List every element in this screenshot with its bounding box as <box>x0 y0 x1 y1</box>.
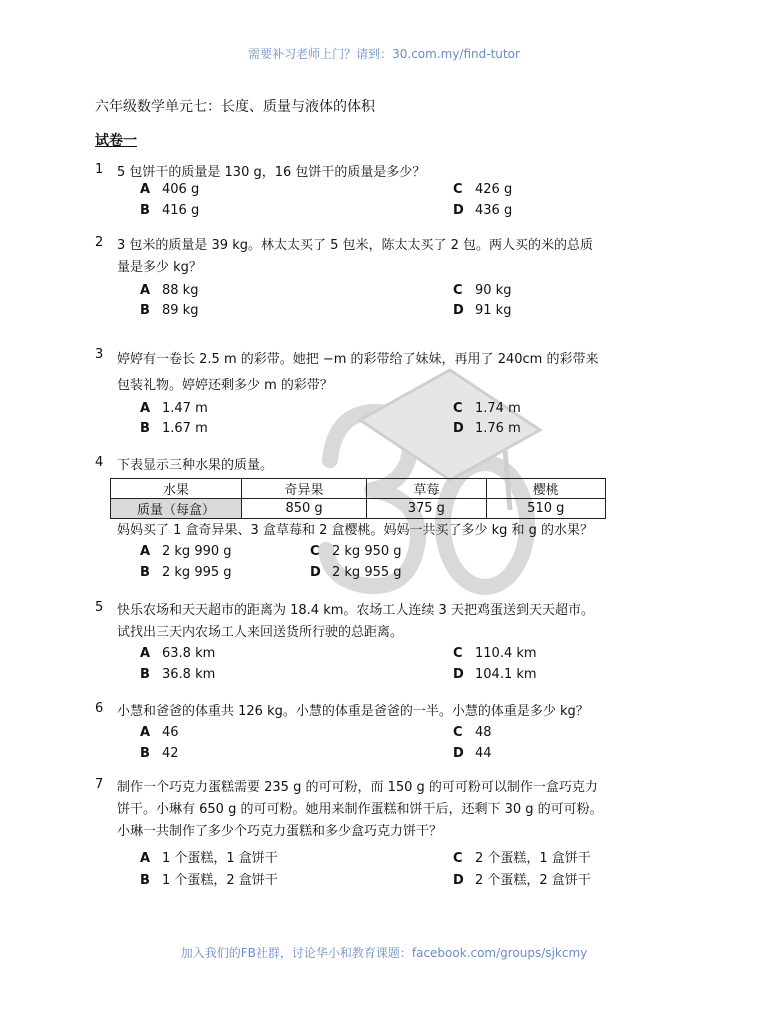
section-heading: 试卷一 <box>95 133 137 149</box>
option-b[interactable]: B 2 kg 995 g <box>140 565 232 580</box>
question-number: 7 <box>95 777 104 792</box>
fruit-mass-table <box>110 478 606 519</box>
question-text: 小琳一共制作了多少个巧克力蛋糕和多少盒巧克力饼干？ <box>117 824 443 839</box>
option-d[interactable]: D 436 g <box>453 203 513 218</box>
question-text: 下表显示三种水果的质量。 <box>117 458 274 473</box>
question-text: 小慧和爸爸的体重共 126 kg。小慧的体重是爸爸的一半。小慧的体重是多少 kg？ <box>117 704 589 719</box>
table-cell: 375 g <box>367 499 486 519</box>
table-cell: 水果 <box>111 479 242 499</box>
header-link-text[interactable]: 需要补习老师上门？请到：30.com.my/find-tutor <box>248 47 520 61</box>
option-b[interactable]: B 1 个蛋糕，2 盒饼干 <box>140 873 278 888</box>
table-cell: 质量（每盒） <box>111 499 242 519</box>
option-c[interactable]: C 1.74 m <box>453 401 521 416</box>
table-row <box>111 479 606 499</box>
option-a[interactable]: A 63.8 km <box>140 646 216 661</box>
option-b[interactable]: B 36.8 km <box>140 667 216 682</box>
question-number: 1 <box>95 162 104 177</box>
option-b[interactable]: B 42 <box>140 746 179 761</box>
option-d[interactable]: D 2 个蛋糕，2 盒饼干 <box>453 873 591 888</box>
table-cell: 510 g <box>486 499 605 519</box>
option-a[interactable]: A 2 kg 990 g <box>140 544 232 559</box>
question-text-after-table: 妈妈买了 1 盒奇异果、3 盒草莓和 2 盒樱桃。妈妈一共买了多少 kg 和 g 的水果？ <box>117 523 594 538</box>
table-cell: 草莓 <box>367 479 486 499</box>
table-cell: 奇异果 <box>242 479 367 499</box>
question-number: 6 <box>95 701 104 716</box>
option-b[interactable]: B 1.67 m <box>140 421 208 436</box>
option-c[interactable]: C 2 kg 950 g <box>310 544 402 559</box>
option-b[interactable]: B 89 kg <box>140 303 199 318</box>
option-c[interactable]: C 90 kg <box>453 283 512 298</box>
option-a[interactable]: A 1 个蛋糕，1 盒饼干 <box>140 851 278 866</box>
table-row <box>111 499 606 519</box>
option-d[interactable]: D 104.1 km <box>453 667 537 682</box>
option-d[interactable]: D 2 kg 955 g <box>310 565 402 580</box>
option-c[interactable]: C 2 个蛋糕，1 盒饼干 <box>453 851 591 866</box>
option-c[interactable]: C 48 <box>453 725 492 740</box>
option-d[interactable]: D 91 kg <box>453 303 512 318</box>
question-text: 包装礼物。婷婷还剩多少 m 的彩带？ <box>117 378 333 393</box>
question-text: 量是多少 kg？ <box>117 260 202 275</box>
option-a[interactable]: A 46 <box>140 725 179 740</box>
document-title: 六年级数学单元七：长度、质量与液体的体积 <box>95 99 375 115</box>
option-a[interactable]: A 406 g <box>140 182 200 197</box>
question-number: 4 <box>95 455 104 470</box>
question-text: 5 包饼干的质量是 130 g，16 包饼干的质量是多少？ <box>117 165 426 180</box>
option-a[interactable]: A 1.47 m <box>140 401 208 416</box>
option-c[interactable]: C 110.4 km <box>453 646 537 661</box>
question-text: 婷婷有一卷长 2.5 m 的彩带。她把 −m 的彩带给了妹妹，再用了 240cm 的彩带来 <box>117 352 599 367</box>
question-text: 制作一个巧克力蛋糕需要 235 g 的可可粉，而 150 g 的可可粉可以制作一盒巧克力 <box>117 780 598 795</box>
question-number: 3 <box>95 347 104 362</box>
question-text: 试找出三天内农场工人来回送货所行驶的总距离。 <box>117 625 404 640</box>
question-number: 5 <box>95 600 104 615</box>
option-a[interactable]: A 88 kg <box>140 283 199 298</box>
question-number: 2 <box>95 235 104 250</box>
option-d[interactable]: D 1.76 m <box>453 421 521 436</box>
option-b[interactable]: B 416 g <box>140 203 200 218</box>
question-text: 快乐农场和天天超市的距离为 18.4 km。农场工人连续 3 天把鸡蛋送到天天超市。 <box>117 603 594 618</box>
question-text: 3 包米的质量是 39 kg。林太太买了 5 包米，陈太太买了 2 包。两人买的米的总质 <box>117 238 594 253</box>
option-c[interactable]: C 426 g <box>453 182 513 197</box>
footer-link-text[interactable]: 加入我们的FB社群，讨论华小和教育课题：facebook.com/groups/sjkcmy <box>180 946 588 960</box>
question-text: 饼干。小琳有 650 g 的可可粉。她用来制作蛋糕和饼干后，还剩下 30 g 的可可粉。 <box>117 802 603 817</box>
table-cell: 850 g <box>242 499 367 519</box>
table-cell: 樱桃 <box>486 479 605 499</box>
option-d[interactable]: D 44 <box>453 746 492 761</box>
